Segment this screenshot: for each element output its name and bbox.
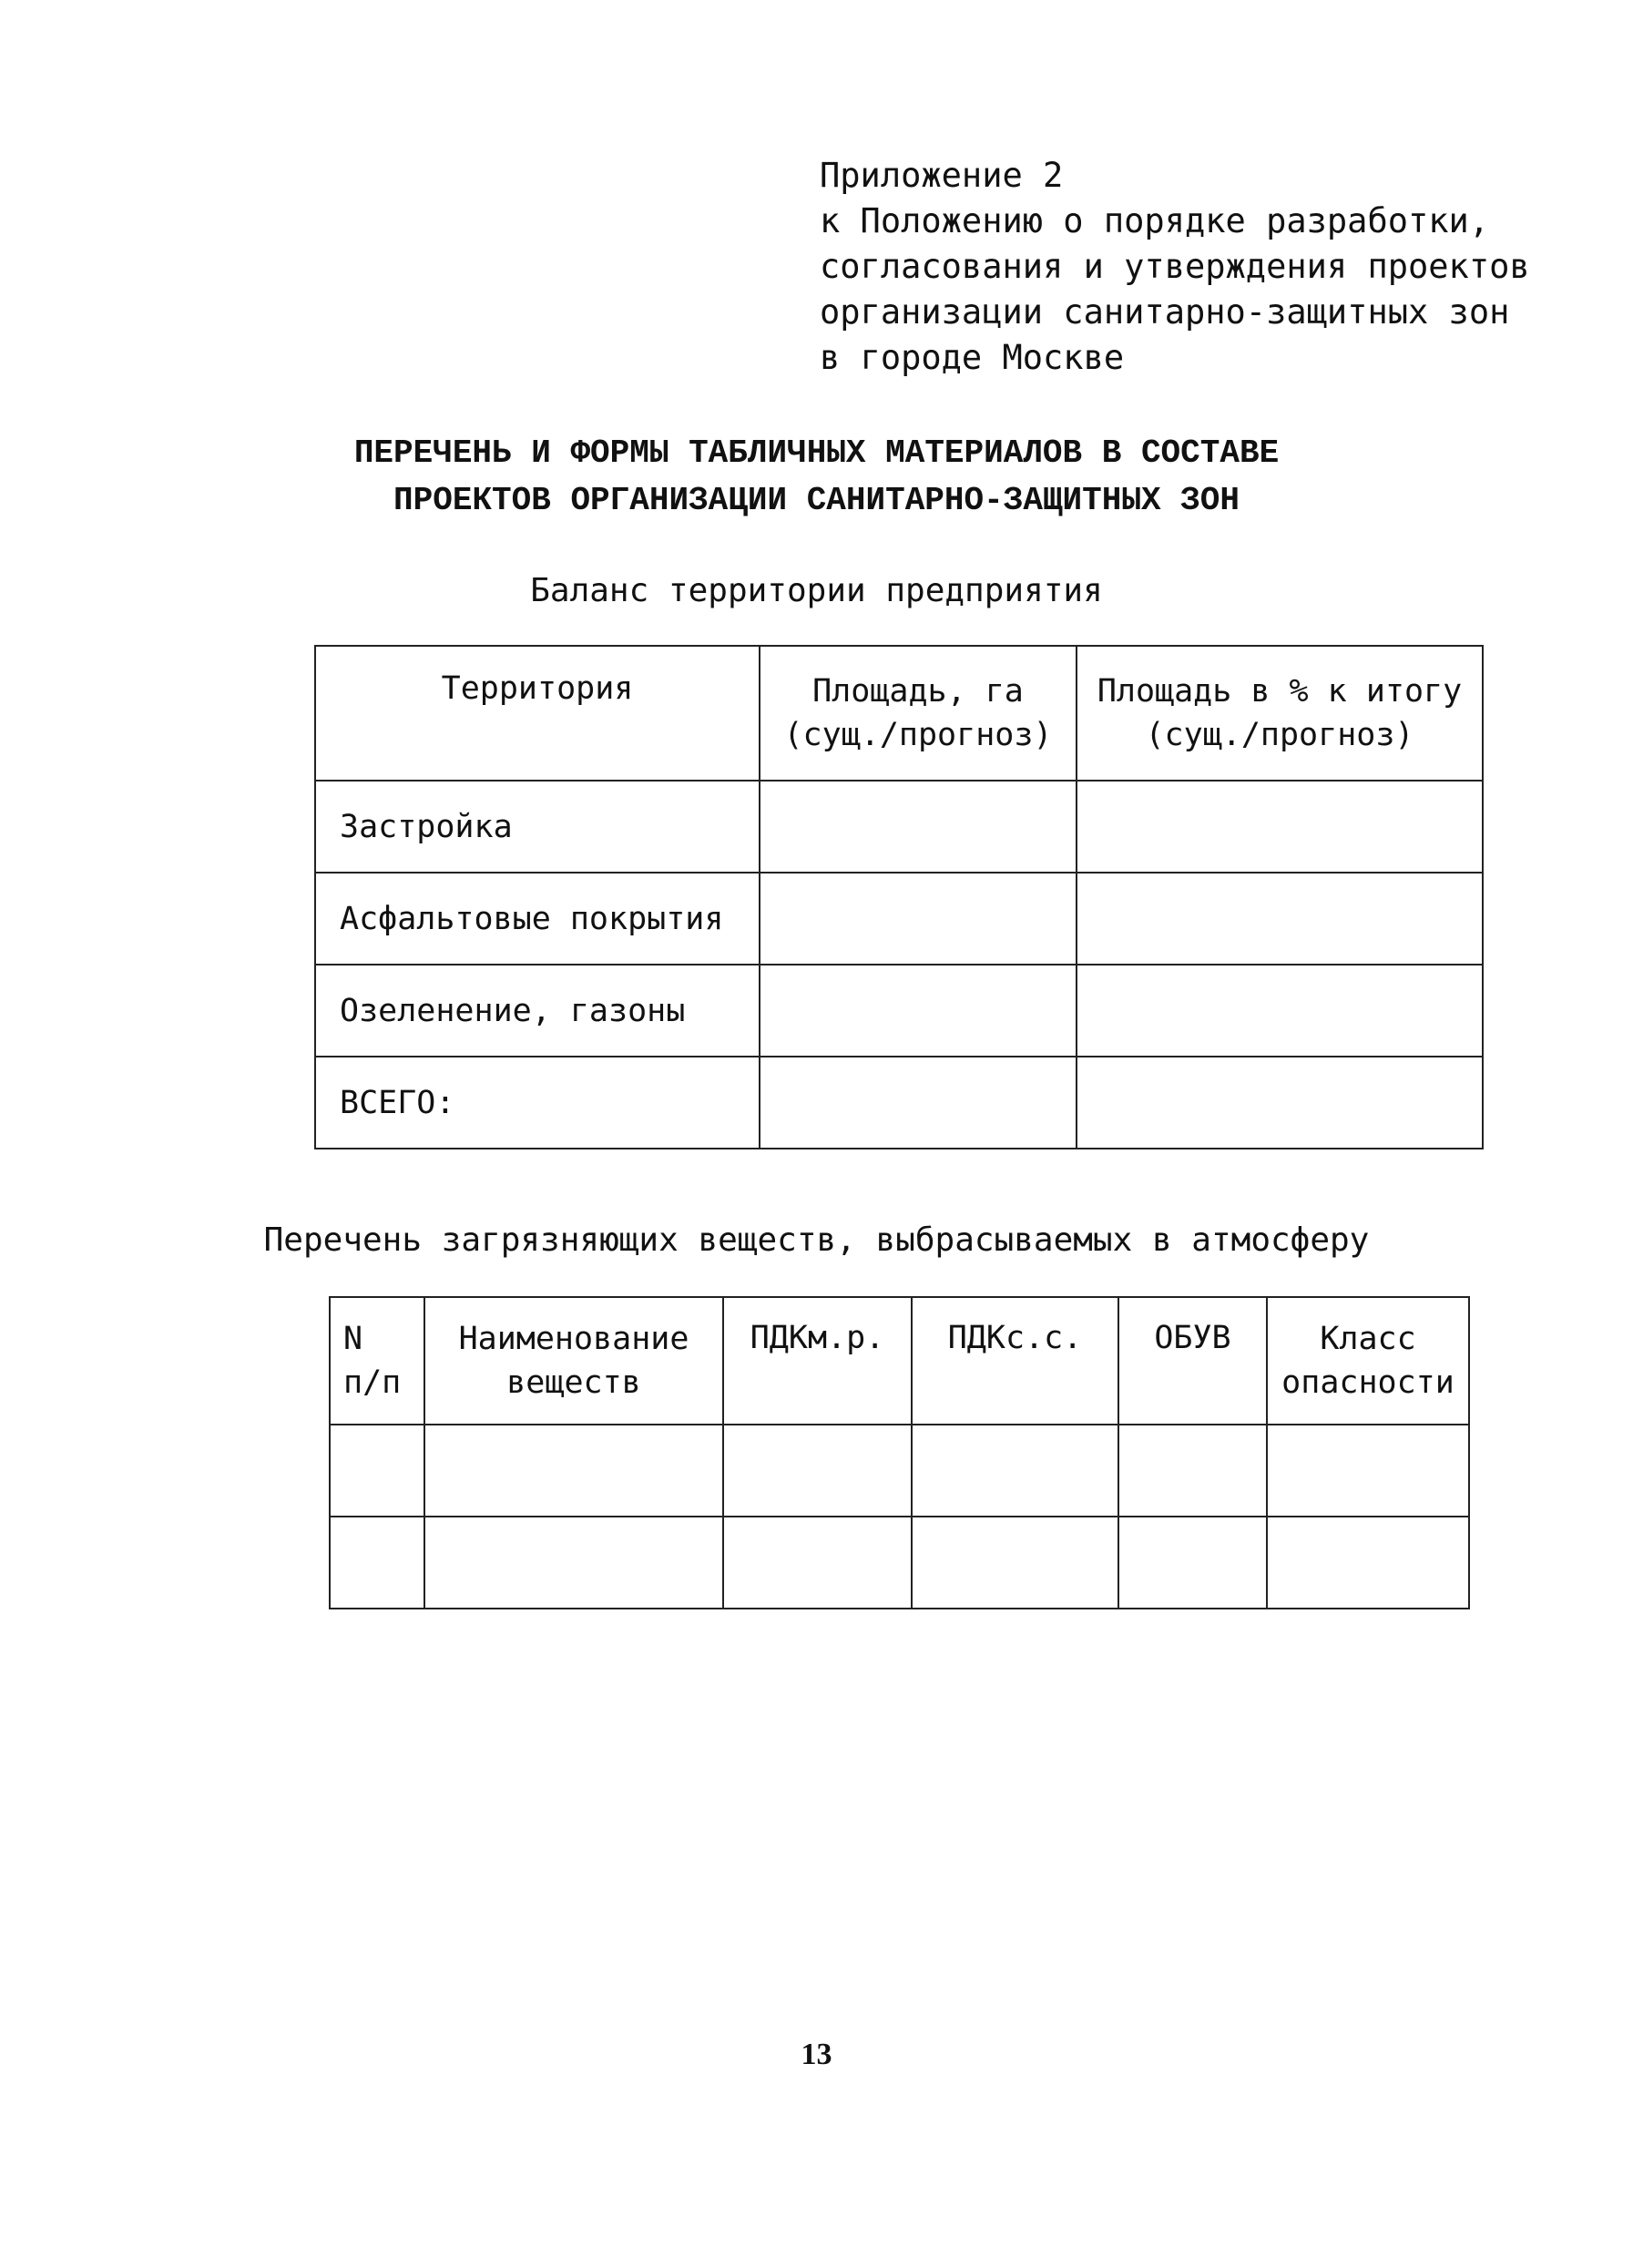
table1-caption: Баланс территории предприятия bbox=[530, 572, 1103, 609]
header-pdk-ss bbox=[912, 1297, 1118, 1425]
empty-cell bbox=[1118, 1425, 1267, 1517]
header-area bbox=[760, 646, 1077, 781]
table-header-row bbox=[330, 1297, 1469, 1425]
empty-cell bbox=[1118, 1517, 1267, 1609]
header-text: ОБУВ bbox=[1154, 1320, 1231, 1356]
header-area-percent bbox=[1077, 646, 1483, 781]
appendix-line: к Положению о порядке разработки, bbox=[820, 201, 1490, 240]
title-line-2: ПРОЕКТОВ ОРГАНИЗАЦИИ САНИТАРНО-ЗАЩИТНЫХ ЗОН bbox=[393, 482, 1240, 519]
header-number bbox=[330, 1297, 424, 1425]
empty-cell bbox=[1077, 965, 1483, 1057]
appendix-line: согласования и утверждения проектов bbox=[820, 247, 1530, 286]
header-text: Площадь в % к итогу bbox=[1097, 673, 1463, 710]
empty-cell bbox=[760, 873, 1077, 965]
header-substance-name bbox=[424, 1297, 723, 1425]
pollutants-table bbox=[329, 1296, 1470, 1609]
row-label: Озеленение, газоны bbox=[315, 965, 760, 1057]
empty-cell bbox=[1077, 781, 1483, 873]
empty-cell bbox=[330, 1517, 424, 1609]
row-label: Застройка bbox=[315, 781, 760, 873]
empty-cell bbox=[1267, 1425, 1469, 1517]
header-text: (сущ./прогноз) bbox=[783, 717, 1053, 753]
empty-cell bbox=[723, 1425, 912, 1517]
empty-cell bbox=[760, 1057, 1077, 1149]
table-row bbox=[330, 1425, 1469, 1517]
header-text: ПДКс.с. bbox=[947, 1320, 1083, 1356]
header-text: опасности bbox=[1281, 1364, 1454, 1401]
table-row bbox=[315, 781, 1483, 873]
page-number: 13 bbox=[801, 2038, 832, 2071]
header-text: веществ bbox=[506, 1364, 641, 1401]
appendix-note bbox=[820, 153, 1530, 381]
header-territory bbox=[315, 646, 760, 781]
table-header-row bbox=[315, 646, 1483, 781]
appendix-line: в городе Москве bbox=[820, 338, 1125, 377]
empty-cell bbox=[1077, 873, 1483, 965]
header-text: Класс bbox=[1320, 1321, 1416, 1357]
row-label: Асфальтовые покрытия bbox=[315, 873, 760, 965]
title-line-1: ПЕРЕЧЕНЬ И ФОРМЫ ТАБЛИЧНЫХ МАТЕРИАЛОВ В СОСТАВЕ bbox=[353, 434, 1280, 472]
header-obuv bbox=[1118, 1297, 1267, 1425]
empty-cell bbox=[912, 1425, 1118, 1517]
document-title bbox=[0, 430, 1633, 525]
header-text: ПДКм.р. bbox=[750, 1320, 885, 1356]
empty-cell bbox=[760, 781, 1077, 873]
appendix-line: организации санитарно-защитных зон bbox=[820, 292, 1510, 332]
empty-cell bbox=[1267, 1517, 1469, 1609]
empty-cell bbox=[1077, 1057, 1483, 1149]
row-label: ВСЕГО: bbox=[315, 1057, 760, 1149]
empty-cell bbox=[760, 965, 1077, 1057]
header-text: Площадь, га bbox=[812, 673, 1024, 710]
empty-cell bbox=[912, 1517, 1118, 1609]
table-row bbox=[315, 1057, 1483, 1149]
territory-balance-table bbox=[314, 645, 1484, 1149]
empty-cell bbox=[424, 1517, 723, 1609]
header-text: Наименование bbox=[458, 1321, 689, 1357]
empty-cell bbox=[723, 1517, 912, 1609]
empty-cell bbox=[424, 1425, 723, 1517]
header-text: Территория bbox=[441, 670, 634, 707]
table-row bbox=[315, 965, 1483, 1057]
table-row bbox=[315, 873, 1483, 965]
empty-cell bbox=[330, 1425, 424, 1517]
table-row bbox=[330, 1517, 1469, 1609]
table2-caption: Перечень загрязняющих веществ, выбрасываемых в атмосферу bbox=[263, 1221, 1370, 1259]
header-text: п/п bbox=[343, 1364, 402, 1401]
header-pdk-mr bbox=[723, 1297, 912, 1425]
header-hazard-class bbox=[1267, 1297, 1469, 1425]
header-text: (сущ./прогноз) bbox=[1145, 717, 1414, 753]
header-text: N bbox=[343, 1321, 363, 1357]
appendix-line: Приложение 2 bbox=[820, 156, 1064, 195]
